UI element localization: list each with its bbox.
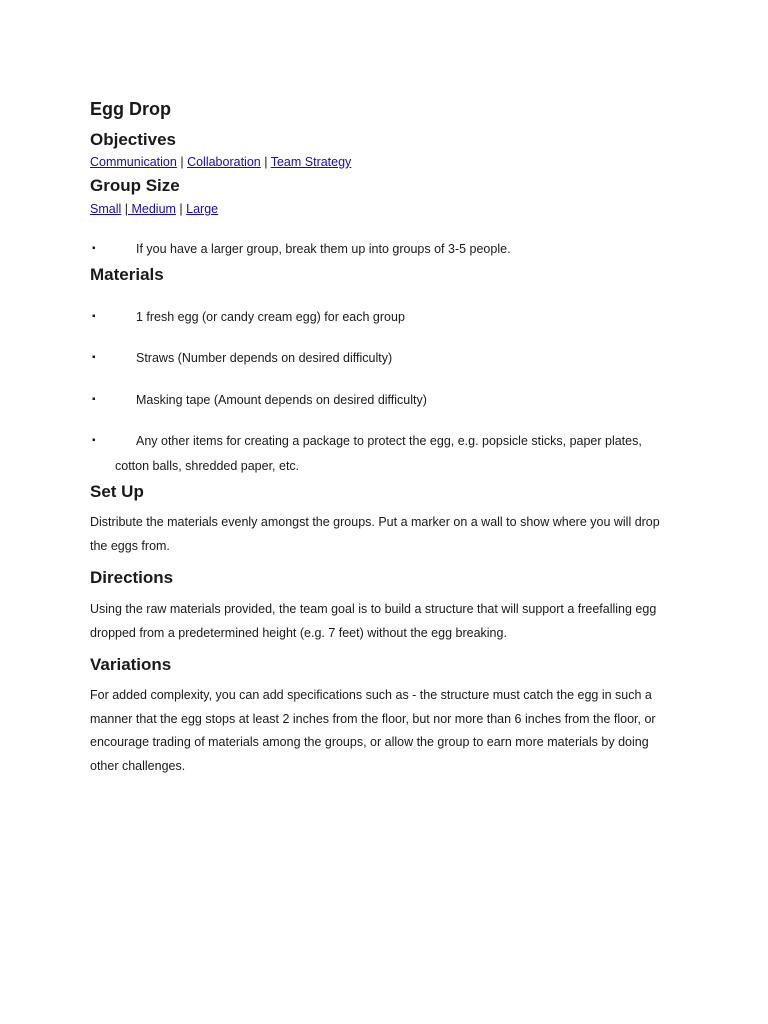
group-size-link-medium[interactable]: Medium: [128, 202, 176, 216]
group-size-link-small[interactable]: Small: [90, 202, 122, 216]
variations-text: For added complexity, you can add specifications such as - the structure must catch the egg in such a manner that the egg stops at least 2 inches from the floor, but nor more than 6 inches from the floor, or encourage trading of materials among the groups, or allow the group to earn more materials by doing other challenges.: [90, 688, 656, 773]
group-size-note: If you have a larger group, break them up into groups of 3-5 people.: [136, 242, 511, 256]
page-title: Egg Drop: [90, 99, 171, 119]
setup-heading: Set Up: [90, 482, 144, 501]
list-item: Any other items for creating a package to protect the egg, e.g. popsicle sticks, paper plates,: [136, 434, 642, 448]
link-separator: |: [264, 155, 268, 169]
list-item: 1 fresh egg (or candy cream egg) for each group: [136, 310, 405, 324]
bullet-icon: ▪: [92, 311, 96, 322]
bullet-icon: ▪: [92, 435, 96, 446]
group-size-links: [90, 201, 218, 217]
objectives-links: [90, 154, 351, 170]
list-item: Straws (Number depends on desired difficulty): [136, 351, 393, 365]
bullet-icon: ▪: [92, 352, 96, 363]
link-separator: |: [180, 155, 184, 169]
group-size-link-large[interactable]: Large: [186, 202, 219, 216]
objectives-heading: Objectives: [90, 130, 176, 149]
objective-link-communication[interactable]: Communication: [90, 155, 177, 169]
bullet-icon: ▪: [92, 243, 96, 254]
materials-heading: Materials: [90, 265, 164, 284]
directions-text: Using the raw materials provided, the team goal is to build a structure that will support a freefalling egg dropped from a predetermined height (e.g. 7 feet) without the egg breaking.: [90, 602, 657, 640]
objective-link-team-strategy[interactable]: Team Strategy: [270, 155, 352, 169]
link-separator: |: [179, 202, 183, 216]
link-separator: |: [124, 202, 128, 216]
group-size-heading: Group Size: [90, 176, 180, 195]
setup-text: Distribute the materials evenly amongst the groups. Put a marker on a wall to show where you will drop the eggs from.: [90, 515, 660, 553]
objective-link-collaboration[interactable]: Collaboration: [187, 155, 261, 169]
list-item: Masking tape (Amount depends on desired difficulty): [136, 393, 427, 407]
bullet-icon: ▪: [92, 394, 96, 405]
variations-heading: Variations: [90, 655, 172, 674]
list-item-continuation: cotton balls, shredded paper, etc.: [115, 459, 300, 473]
directions-heading: Directions: [90, 568, 174, 587]
